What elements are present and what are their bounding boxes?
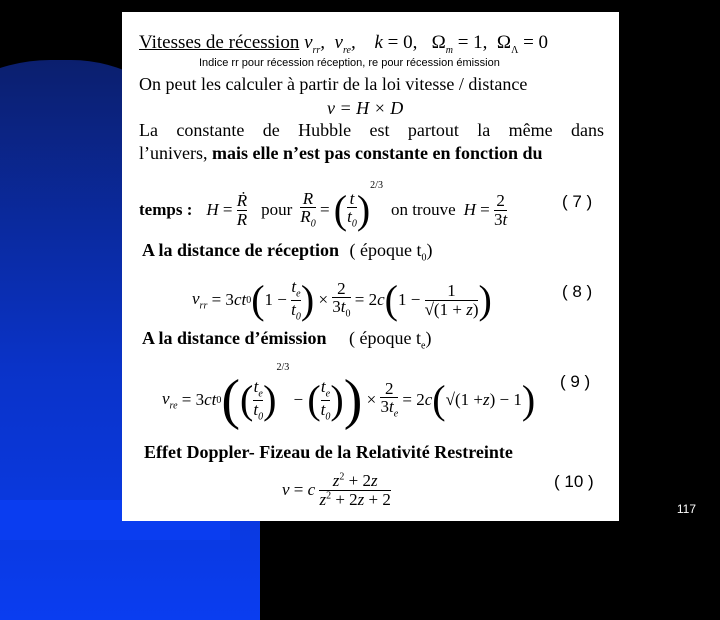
para1-line1: La constante de Hubble est partout la même dans <box>139 120 604 140</box>
on-trouve-label: on trouve <box>390 200 456 219</box>
reception-heading: A la distance de réception <box>142 240 339 260</box>
pour-label: pour <box>261 200 293 219</box>
subtitle-note: Indice rr pour récession réception, re pour récession émission <box>199 57 500 69</box>
hubble-law: v = H × D <box>327 98 404 118</box>
title-line: Vitesses de récession $v_{rr}$, $v_{re}$, k = 0, $\Omega_m = 1$, $\Omega_\Lambda = 0$ <box>139 32 549 56</box>
eq9-label: ( 9 ) <box>560 372 591 391</box>
equation-9: $v_{re}$ = 3 ct 0 ( ( $\frac{t_e}{t_0}$ ) 2/3 − ( $\frac{t_e}{t_0}$ ) ) × $\frac{2}{3t_e}$ = 2 c ( √(1 + z ) − 1 ) <box>162 362 536 431</box>
slide-page <box>122 12 619 521</box>
para1-line2-bold: mais elle n’est pas constante en fonction du <box>211 143 543 163</box>
emission-line: A la distance d’émission ( époque $t_e$) <box>142 328 432 352</box>
equation-7: temps : H = $\frac{\text{Ṙ}}{R}$ pour $\frac{R}{R_0}$ = ( $\frac{t}{t_0}$ ) $^{2/3}$ on trouve H = $\frac{2}{3t}$ <box>139 180 508 232</box>
reception-epoch: ( époque t <box>349 240 422 260</box>
emission-epoch: ( époque t <box>349 328 422 348</box>
compute-line: On peut les calculer à partir de la loi vitesse / distance <box>139 74 528 94</box>
emission-heading: A la distance d’émission <box>142 328 327 348</box>
doppler-heading: Effet Doppler- Fizeau de la Relativité Restreinte <box>144 442 513 462</box>
equation-8: $v_{rr}$ = 3 ct 0 ( 1 − $\frac{t_e}{t_0}$ ) × $\frac{2}{3t_0}$ = 2 c ( 1 − $\frac{1}{√(1 + z)}$ ) <box>192 276 492 322</box>
eq8-label: ( 8 ) <box>562 282 593 301</box>
para1-line2-plain: l’univers, <box>139 143 208 163</box>
title-label: Vitesses de récession <box>139 32 300 53</box>
reception-line: A la distance de réception ( époque $t_0$) <box>142 240 433 264</box>
title-sub-rr: rr <box>312 44 321 56</box>
temps-label: temps : <box>139 200 193 219</box>
eq7-label: ( 7 ) <box>562 192 593 211</box>
equation-10: v = c $\frac{z^2 + 2z}{z^2 + 2z + 2}$ <box>282 470 391 509</box>
slide-number: 117 <box>676 502 696 516</box>
title-sub-re: re <box>342 44 351 56</box>
para1-line2 <box>139 143 543 164</box>
eq10-label: ( 10 ) <box>554 472 594 491</box>
